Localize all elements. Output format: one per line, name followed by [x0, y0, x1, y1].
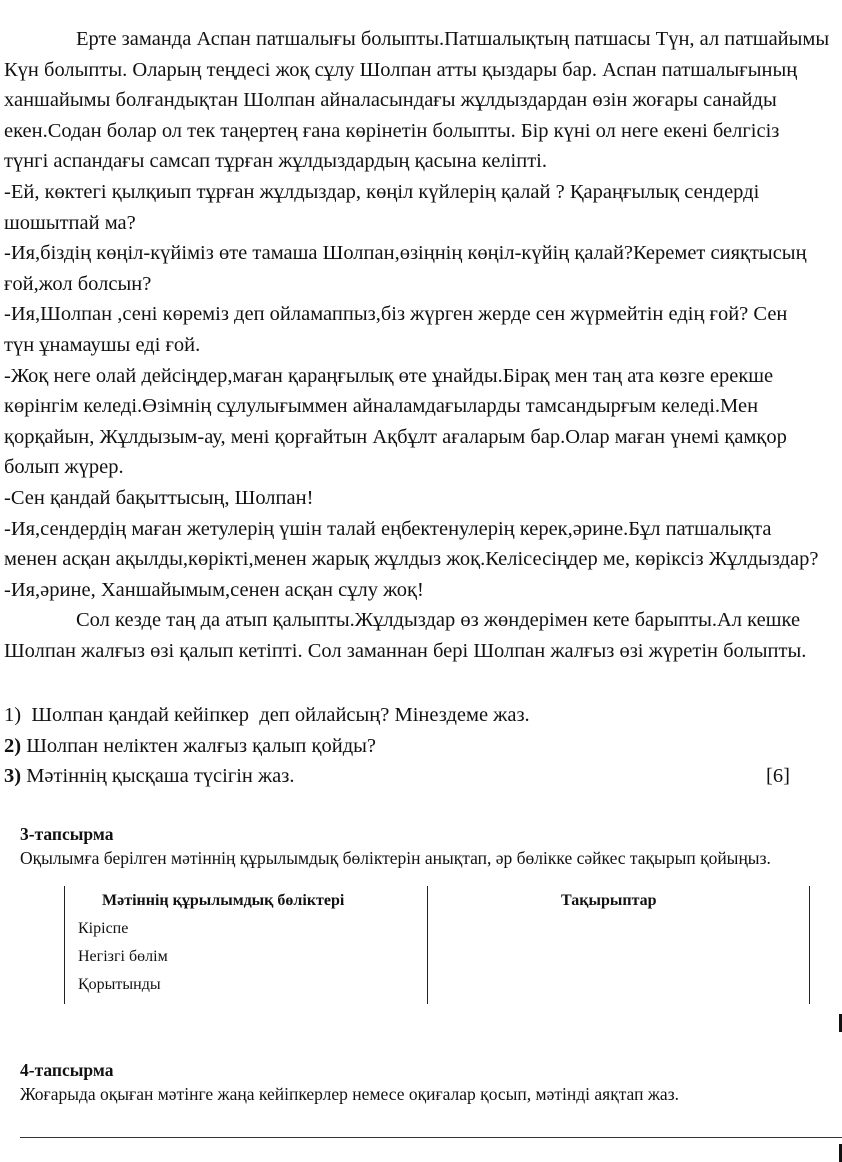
story-line: түнгі аспандағы самсап тұрған жұлдыздардың қасына келіпті. [4, 150, 547, 173]
story-line: екен.Содан болар ол тек таңертең ғана көрінетін болыпты. Бір күні ол неге екені белгісіз [4, 119, 780, 142]
story-line: ханшайымы болғандықтан Шолпан айналасындағы жұлдыздардан өзін жоғары санайды [4, 89, 777, 112]
story-line: қорқайын, Жұлдызым-ау, мені қорғайтын Ақбұлт ағаларым бар.Олар маған үнемі қамқор [4, 425, 787, 448]
question-item [4, 700, 824, 731]
question-number: 1) [4, 704, 22, 726]
table-divider [427, 886, 428, 1004]
story-line: -Жоқ неге олай дейсіңдер,маған қараңғылық өте ұнайды.Бірақ мен таң ата көзге ерекше [4, 364, 774, 387]
story-line: Ерте заманда Аспан патшалығы болыпты.Патшалықтың патшасы Түн, ал патшайымы [76, 28, 830, 50]
question-text: Шолпан неліктен жалғыз қалып қойды? [21, 734, 376, 757]
task-4-instructions: Жоғарыда оқыған мәтінге жаңа кейіпкерлер немесе оқиғалар қосып, мәтінді аяқтап жаз. [20, 1084, 679, 1104]
question-number: 3) [4, 765, 22, 787]
structure-table [64, 886, 812, 1004]
story-line: көрінгім келеді.Өзімнің сұлулығыммен айналамдағыларды тамсандырғым келеді.Мен [4, 395, 759, 418]
question-list [4, 700, 824, 792]
story-line: Сол кезде таң да атып қалыпты.Жұлдыздар өз жөндерімен кете барыпты.Ал кешке [76, 609, 801, 632]
task-4 [20, 1058, 842, 1106]
story-line: -Ия,біздің көңіл-күйіміз өте тамаша Шолпан,өзіңнің көңіл-күйің қалай?Керемет сияқтысың [4, 242, 807, 265]
table-header-parts: Мәтіннің құрылымдық бөліктері [102, 892, 345, 909]
story-line: Шолпан жалғыз өзі қалып кетіпті. Сол заманнан бері Шолпан жалғыз өзі жүретін болыпты. [4, 639, 807, 662]
table-row-label: Негізгі бөлім [78, 948, 168, 965]
table-row-label: Кіріспе [78, 920, 129, 937]
task-4-title: 4-тапсырма [20, 1060, 114, 1080]
task-3 [20, 822, 842, 870]
story-text [4, 24, 842, 666]
answer-line [20, 1137, 842, 1138]
story-line: -Ия,әрине, Ханшайымым,сенен асқан сұлу жоқ! [4, 578, 424, 601]
task-3-title: 3-тапсырма [20, 824, 114, 844]
story-line: Күн болыпты. Оларың теңдесі жоқ сұлу Шолпан атты қыздары бар. Аспан патшалығының [4, 58, 798, 81]
question-item [4, 731, 824, 762]
story-line: -Ия,Шолпан ,сені көреміз деп ойламаппыз,біз жүрген жерде сен жүрмейтін едің ғой? Сен [4, 303, 788, 326]
task-3-instructions: Оқылымға берілген мәтіннің құрылымдық бөліктерін анықтап, әр бөлікке сәйкес тақырып қойыңыз. [20, 848, 771, 868]
story-line: -Сен қандай бақыттысың, Шолпан! [4, 486, 314, 509]
score-marker: [6] [766, 765, 790, 787]
story-line: менен асқан ақылды,көрікті,менен жарық жұлдыз жоқ.Келісесіңдер ме, көріксіз Жұлдыздар? [4, 548, 819, 571]
story-line: түн ұнамаушы еді ғой. [4, 333, 201, 356]
table-header-titles: Тақырыптар [561, 892, 657, 909]
question-text: Шолпан қандай кейіпкер деп ойлайсың? Мінездеме жаз. [21, 704, 530, 726]
table-row-label: Қорытынды [78, 976, 161, 993]
story-line: -Ей, көктегі қылқиып тұрған жұлдыздар, көңіл күйлерің қалай ? Қараңғылық сендерді [4, 180, 760, 203]
story-line: ғой,жол болсын? [4, 272, 152, 295]
table-border-left [64, 886, 65, 1004]
question-item [4, 761, 824, 792]
table-border-right [809, 886, 810, 1004]
story-line: -Ия,сендердің маған жетулерің үшін талай еңбектенулерің керек,әрине.Бұл патшалықта [4, 517, 772, 540]
story-line: болып жүрер. [4, 456, 124, 479]
question-number: 2) [4, 734, 22, 757]
story-line: шошытпай ма? [4, 211, 136, 234]
question-text: Мәтіннің қысқаша түсігін жаз. [21, 765, 295, 787]
